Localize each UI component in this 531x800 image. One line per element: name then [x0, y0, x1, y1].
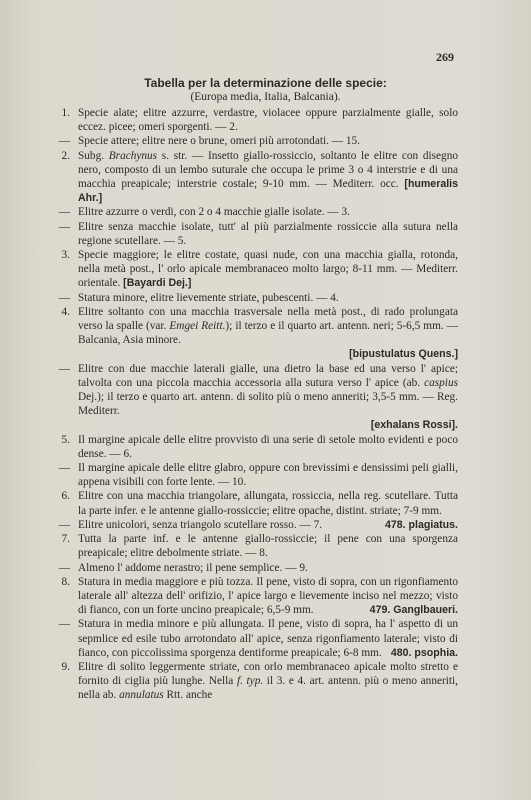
key-entry	[61, 248, 458, 291]
entry-marker: 7.	[61, 533, 70, 546]
entry-italic: Emgei Reitt.	[169, 320, 226, 333]
key-entry	[61, 575, 458, 618]
entry-text: Elitre azzurre o verdi, con 2 o 4 macchie gialle isolate. — 3.	[78, 206, 350, 219]
key-entry	[58, 561, 458, 575]
entry-marker: 3.	[61, 249, 70, 262]
page-title: Tabella per la determinazione delle specie:	[144, 76, 387, 90]
species-name: [bipustulatus Quens.]	[349, 348, 458, 361]
entry-italic: Brachynus	[108, 149, 158, 162]
entry-marker: —	[58, 220, 70, 233]
key-entry	[61, 433, 458, 461]
entry-text: Elitre con due macchie laterali gialle, una dietro la base ed una verso l' apice; talvolta con una piccola macchia accessoria alla sutura verso l' apice (ab.	[78, 362, 458, 389]
key-entry	[58, 291, 458, 305]
entry-marker: 5.	[61, 433, 70, 446]
entry-marker: —	[58, 561, 70, 574]
entry-marker: —	[58, 135, 70, 148]
entry-text: Il margine apicale delle elitre provvisto di una serie di setole molto evidenti e poco dense. — 6.	[78, 433, 458, 460]
entry-text: ); il terzo e il quarto art. antenn. neri; 5-6,5 mm. — Balcania, Asia minore.	[78, 320, 459, 347]
entry-marker: 1.	[61, 107, 70, 119]
entry-text: Elitre unicolori, senza triangolo scutellare rosso. — 7.	[78, 518, 323, 531]
entry-marker: 2.	[61, 149, 70, 162]
species-name: 478. plagiatus.	[384, 518, 458, 531]
entry-text: Statura in media maggiore e più tozza. Il pene, visto di sopra, con un rigonfiamento laterale all' altezza dell' orifizio, l' apice largo e lievemente inciso nel mezzo; visto di fianco, con un forte uncino preapicale; 6,5-9 mm.	[78, 575, 458, 617]
entry-marker: —	[58, 362, 70, 375]
entry-text: Rtt. anche	[163, 689, 213, 702]
page-subtitle: (Europa media, Italia, Balcania).	[190, 91, 341, 103]
entry-text: Elitre di solito leggermente striate, con orlo membranaceo apicale molto stretto e fornito di ciglia più lunghe. Nella	[78, 660, 458, 688]
entry-marker: —	[58, 291, 70, 304]
entry-italic: annulatus	[119, 689, 164, 702]
entry-text: Dej.); il terzo e quarto art. antenn. di solito più o meno anneriti; 3,5-5 mm. — Reg. Mediterr.	[78, 391, 458, 418]
key-entry	[58, 617, 458, 660]
entry-text: Specie alate; elitre azzurre, verdastre, violacee oppure parzialmente gialle, solo eccez. picee; omeri sporgenti. — 2.	[78, 107, 458, 134]
entry-text: s. str. — Insetto giallo-rossiccio, soltanto le elitre con disegno nero, composto di un lembo suturale che occupa le prime 3 o 4 interstrie e di una macchia preapicale; interstrie costale; 9-10 mm. — Mediterr. occ.	[78, 149, 458, 191]
key-entry	[58, 362, 458, 433]
entry-italic: caspius	[424, 376, 458, 389]
key-entry	[61, 532, 458, 560]
key-entry	[58, 205, 458, 219]
entry-text: il 3. e 4. art. antenn. più o meno anneriti, nella ab.	[78, 675, 458, 702]
entry-text: Statura minore, elitre lievemente striate, pubescenti. — 4.	[78, 291, 339, 304]
key-entry	[58, 134, 458, 148]
entry-text: Specie maggiore; le elitre costate, quasi nude, con una macchia gialla, rotonda, nella metà post., l' orlo apicale membranaceo molto largo; 8-11 mm. — Mediterr. orientale.	[78, 249, 458, 290]
species-name: 480. psophia.	[390, 646, 458, 659]
page-number: 269	[436, 50, 454, 64]
key-entry	[58, 220, 458, 248]
entry-text: Il margine apicale delle elitre glabro, oppure con brevissimi e densissimi peli gialli, appena visibili con forte lente. — 10.	[78, 462, 458, 489]
entry-text: Subg.	[78, 149, 109, 162]
key-entry	[61, 106, 458, 134]
entry-marker: 9.	[61, 660, 70, 673]
entry-marker: —	[58, 206, 70, 219]
entry-marker: —	[58, 518, 70, 531]
entry-text: Elitre soltanto con una macchia trasversale nella metà post., di rado prolungata verso la spalle (var.	[78, 305, 458, 333]
entry-text: Tutta la parte inf. e le antenne giallo-rossiccie; il pene con una sporgenza preapicale; elitre debolmente striate. — 8.	[78, 533, 458, 560]
key-entry	[58, 461, 458, 489]
entry-marker: —	[58, 618, 70, 631]
key-table	[58, 106, 459, 703]
entry-marker: —	[58, 462, 70, 475]
entry-marker: 6.	[61, 490, 70, 503]
entry-italic: f. typ.	[236, 675, 264, 688]
key-entry	[58, 518, 458, 532]
entry-text: Elitre senza macchie isolate, tutt' al più parzialmente rossiccie alla sutura nella regione scutellare. — 5.	[78, 220, 458, 247]
entry-text: Specie attere; elitre nere o brune, omeri più arrotondati. — 15.	[78, 135, 361, 148]
key-entry	[61, 305, 459, 362]
species-name: 479. Ganglbaueri.	[369, 604, 458, 617]
entry-text: Elitre con una macchia triangolare, allungata, rossiccia, nella reg. scutellare. Tutta la parte infer. e le antenne giallo-rossiccie; elitre opache, distint. striate; 7-9 mm.	[78, 490, 458, 517]
key-entry	[61, 149, 458, 206]
entry-marker: 4.	[61, 305, 70, 318]
species-name: [exhalans Rossi].	[370, 419, 458, 432]
entry-marker: 8.	[61, 575, 70, 588]
entry-text: Almeno l' addome nerastro; il pene semplice. — 9.	[78, 561, 308, 574]
entry-text: Statura in media minore e più allungata. Il pene, visto di sopra, ha l' aspetto di un sepmlice ed esile tubo arrotondato all' apice, senza rigonfiamento laterale; visto di fianco, con piccolissima sporgenza dentiforme preapicale; 6-8 mm.	[78, 618, 458, 659]
key-entry	[61, 660, 458, 703]
species-name: [humeralis Ahr.]	[78, 178, 458, 205]
species-name: [Bayardi Dej.]	[123, 277, 192, 290]
